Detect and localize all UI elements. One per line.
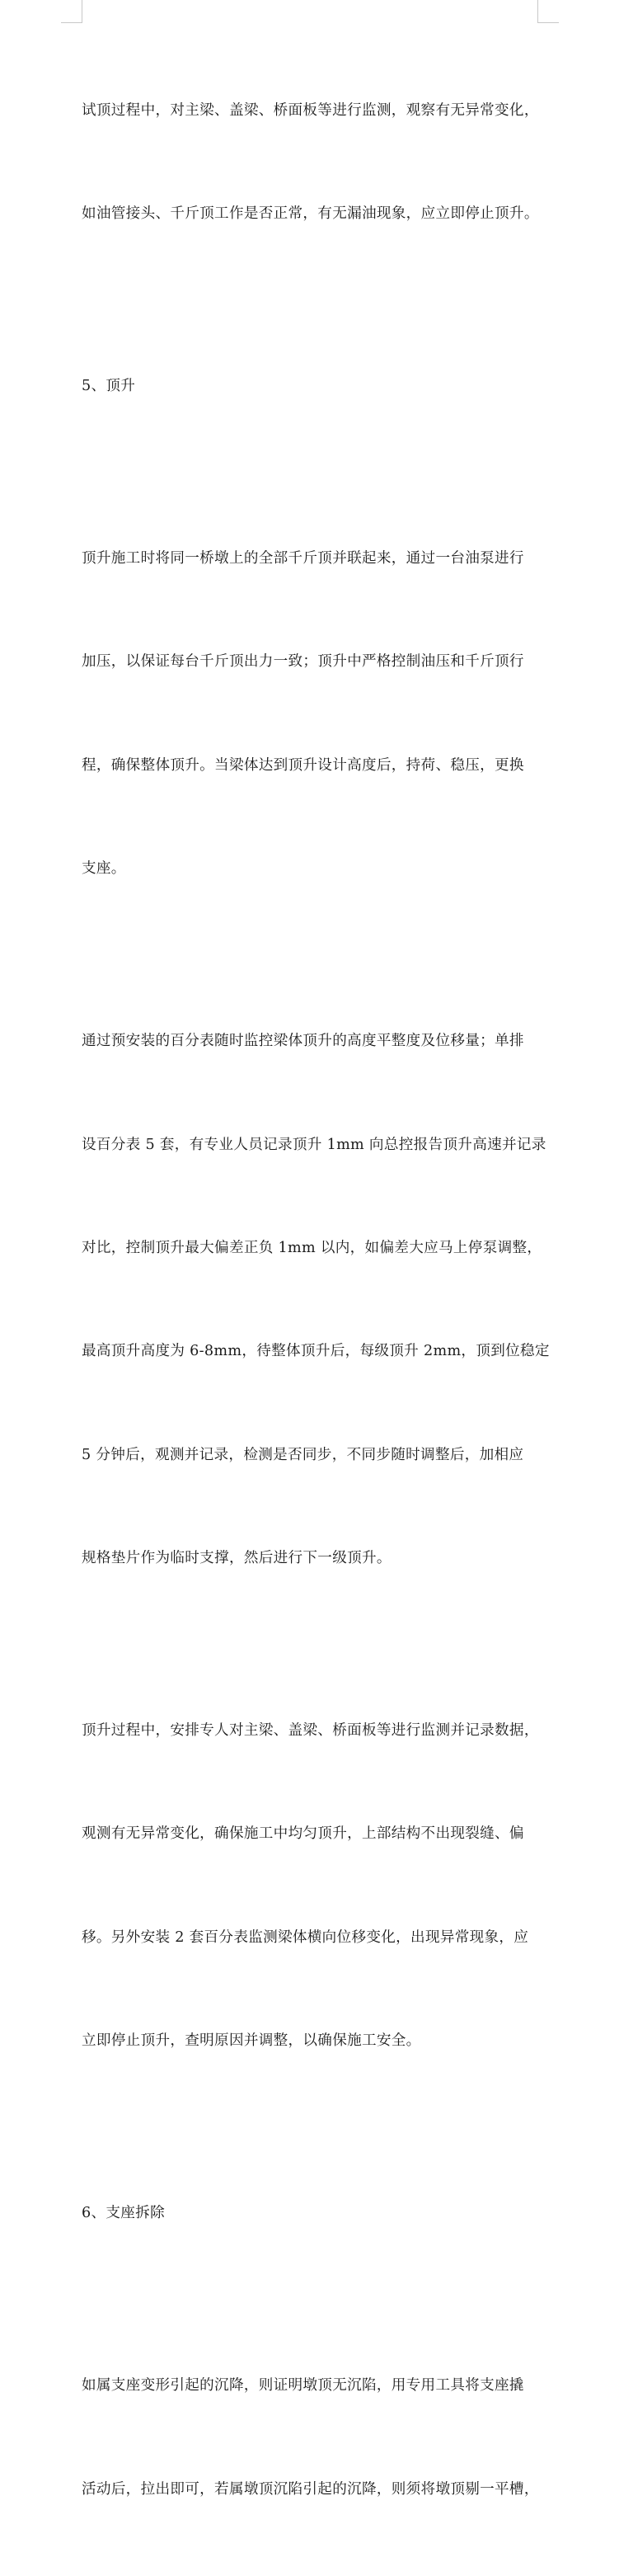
text-line: 试顶过程中，对主梁、盖梁、桥面板等进行监测，观察有无异常变化，: [82, 101, 539, 119]
text-line: 通过预安装的百分表随时监控梁体顶升的高度平整度及位移量；单排: [82, 1033, 524, 1050]
text-line: 如属支座变形引起的沉降，则证明墩顶无沉陷，用专用工具将支座撬: [82, 2377, 524, 2395]
text-line: 观测有无异常变化，确保施工中均匀顶升，上部结构不出现裂缝、偏: [82, 1825, 524, 1843]
section-heading-jacking: [82, 300, 543, 473]
text-line: 程，确保整体顶升。当梁体达到顶升设计高度后，持荷、稳压，更换: [82, 756, 524, 774]
section-heading-bearing-removal: [82, 2128, 543, 2301]
text-line: 顶升过程中，安排专人对主梁、盖梁、桥面板等进行监测并记录数据，: [82, 1722, 539, 1740]
text-line: 顶升施工时将同一桥墩上的全部千斤顶并联起来，通过一台油泵进行: [82, 549, 524, 567]
text-line: 设百分表 5 套，有专业人员记录顶升 1mm 向总控报告顶升高速并记录: [82, 1136, 546, 1153]
text-line: 移。另外安装 2 套百分表监测梁体横向位移变化，出现异常现象，应: [82, 1928, 529, 1946]
text-line: 立即停止顶升，查明原因并调整，以确保施工安全。: [82, 2032, 421, 2050]
text-line: 5 分钟后，观测并记录，检测是否同步，不同步随时调整后，加相应: [82, 1446, 524, 1463]
heading-text: 5、顶升: [82, 377, 136, 394]
document-body: [82, 25, 550, 2576]
text-line: 加压，以保证每台千斤顶出力一致；顶升中严格控制油压和千斤顶行: [82, 653, 524, 671]
text-line: 活动后，拉出即可，若属墩顶沉陷引起的沉降，则须将墩顶剔一平槽，: [82, 2480, 539, 2498]
text-line: 如油管接头、千斤顶工作是否正常，有无漏油现象，应立即停止顶升。: [82, 205, 539, 222]
paragraph-dial-gauge-monitoring: [82, 956, 550, 1646]
margin-corner-mark-left: [61, 0, 82, 23]
text-line: 最高顶升高度为 6-8mm，待整体顶升后，每级顶升 2mm，顶到位稳定: [82, 1343, 550, 1360]
heading-text: 6、支座拆除: [82, 2205, 165, 2222]
text-line: 规格垫片作为临时支撑，然后进行下一级顶升。: [82, 1550, 392, 1567]
paragraph-jacking-process-safety: [82, 1645, 543, 2127]
margin-corner-mark-right: [537, 0, 559, 23]
paragraph-bearing-removal: [82, 2301, 543, 2576]
text-line: 对比，控制顶升最大偏差正负 1mm 以内，如偏差大应马上停泵调整，: [82, 1239, 542, 1256]
paragraph-jacking-construction: [82, 473, 543, 955]
text-line: 支座。: [82, 860, 126, 878]
paragraph-trial-jacking-monitoring: [82, 25, 543, 300]
